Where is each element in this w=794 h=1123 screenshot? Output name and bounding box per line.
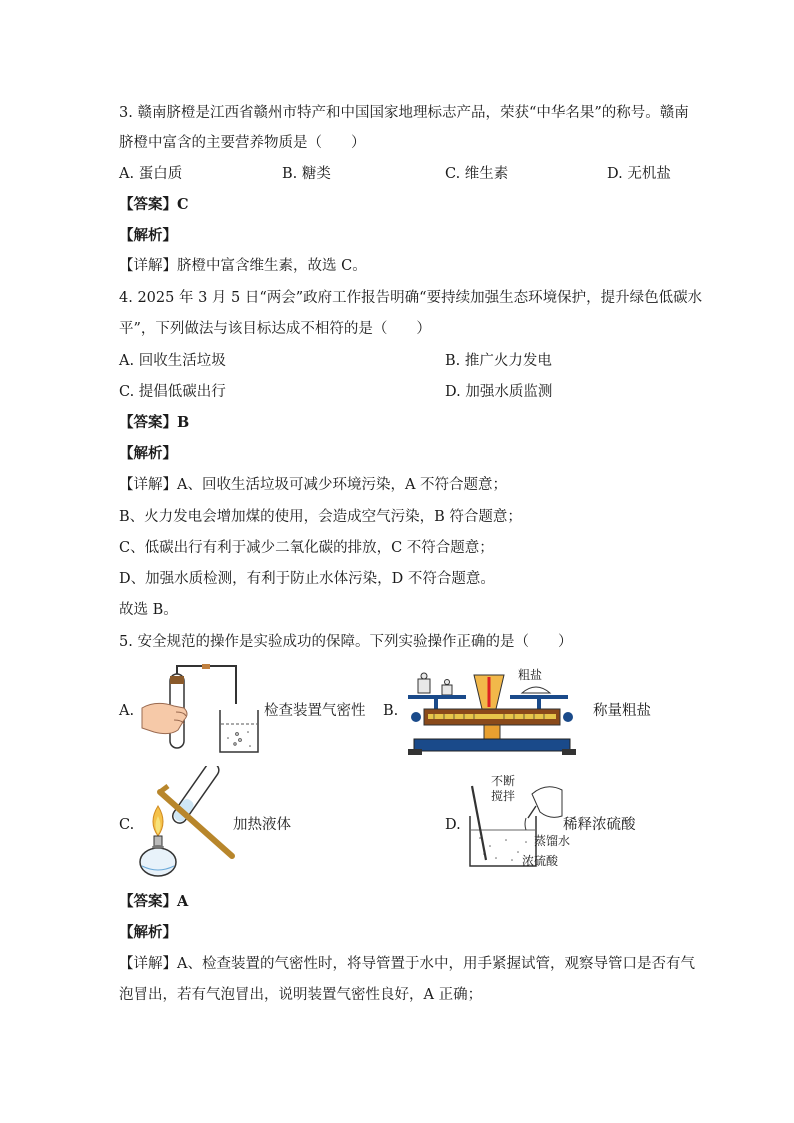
q5-option-c-letter: C. [119,817,135,833]
q3-stem-line2: 脐橙中富含的主要营养物质是（ ） [119,135,366,151]
q5-detail-line2: 泡冒出，若有气泡冒出，说明装置气密性良好，A 正确； [119,987,483,1003]
q3-option-a: A. 蛋白质 [119,166,183,182]
q5-option-d-letter: D. [445,817,461,833]
q4-option-c: C. 提倡低碳出行 [119,384,226,400]
q5-option-b-letter: B. [383,703,399,719]
q3-option-d: D. 无机盐 [607,166,671,182]
q5-option-a-letter: A. [119,703,135,719]
q5-option-b-salt-label: 粗盐 [518,668,543,682]
q4-option-a: A. 回收生活垃圾 [119,353,226,369]
q4-option-b: B. 推广火力发电 [445,353,552,369]
q5-option-d-stir-label-1: 不断 [491,774,516,788]
q3-option-b: B. 糖类 [282,166,331,182]
q3-answer: 【答案】C [119,196,189,213]
q5-figure-a [140,662,265,757]
q5-option-d-caption: 稀释浓硫酸 [563,817,636,833]
q3-analysis-heading: 【解析】 [119,227,177,244]
q4-detail-3: C、低碳出行有利于减少二氧化碳的排放，C 不符合题意； [119,540,494,556]
q5-analysis-heading: 【解析】 [119,924,177,941]
q5-option-d-acid-label: 浓硫酸 [522,854,559,868]
q5-option-d-stir-label-2: 搅拌 [491,789,516,803]
q5-option-b-caption: 称量粗盐 [593,703,651,719]
q3-option-c: C. 维生素 [445,166,509,182]
q5-option-c-caption: 加热液体 [233,817,291,833]
q4-stem-line2: 平”，下列做法与该目标达成不相符的是（ ） [119,321,431,337]
q5-answer: 【答案】A [119,893,189,910]
q5-stem: 5. 安全规范的操作是实验成功的保障。下列实验操作正确的是（ ） [119,634,573,650]
q4-answer: 【答案】B [119,414,190,431]
q4-detail-5: 故选 B。 [119,602,178,618]
q5-option-d-water-label: 蒸馏水 [534,834,571,848]
q5-option-a-caption: 检查装置气密性 [264,703,366,719]
q4-detail-2: B、火力发电会增加煤的使用，会造成空气污染，B 符合题意； [119,509,522,525]
q4-stem-line1: 4. 2025 年 3 月 5 日“两会”政府工作报告明确“要持续加强生态环境保护，提升绿色低碳水 [119,290,703,306]
q3-stem-line1: 3. 赣南脐橙是江西省赣州市特产和中国国家地理标志产品，荣获“中华名果”的称号。赣南 [119,105,689,121]
balance-scale-illustration [404,663,579,756]
q5-figure-b [404,663,579,756]
q5-detail-line1: 【详解】A、检查装置的气密性时，将导管置于水中，用手紧握试管，观察导管口是否有气 [119,956,695,972]
airtightness-check-illustration [140,662,265,757]
q4-detail-1: 【详解】A、回收生活垃圾可减少环境污染，A 不符合题意； [119,477,508,493]
heating-liquid-illustration [138,766,238,884]
q4-analysis-heading: 【解析】 [119,445,177,462]
q5-figure-c [138,766,238,884]
q4-detail-4: D、加强水质检测，有利于防止水体污染，D 不符合题意。 [119,571,495,587]
q3-detail: 【详解】脐橙中富含维生素，故选 C。 [119,258,367,274]
q4-option-d: D. 加强水质监测 [445,384,553,400]
